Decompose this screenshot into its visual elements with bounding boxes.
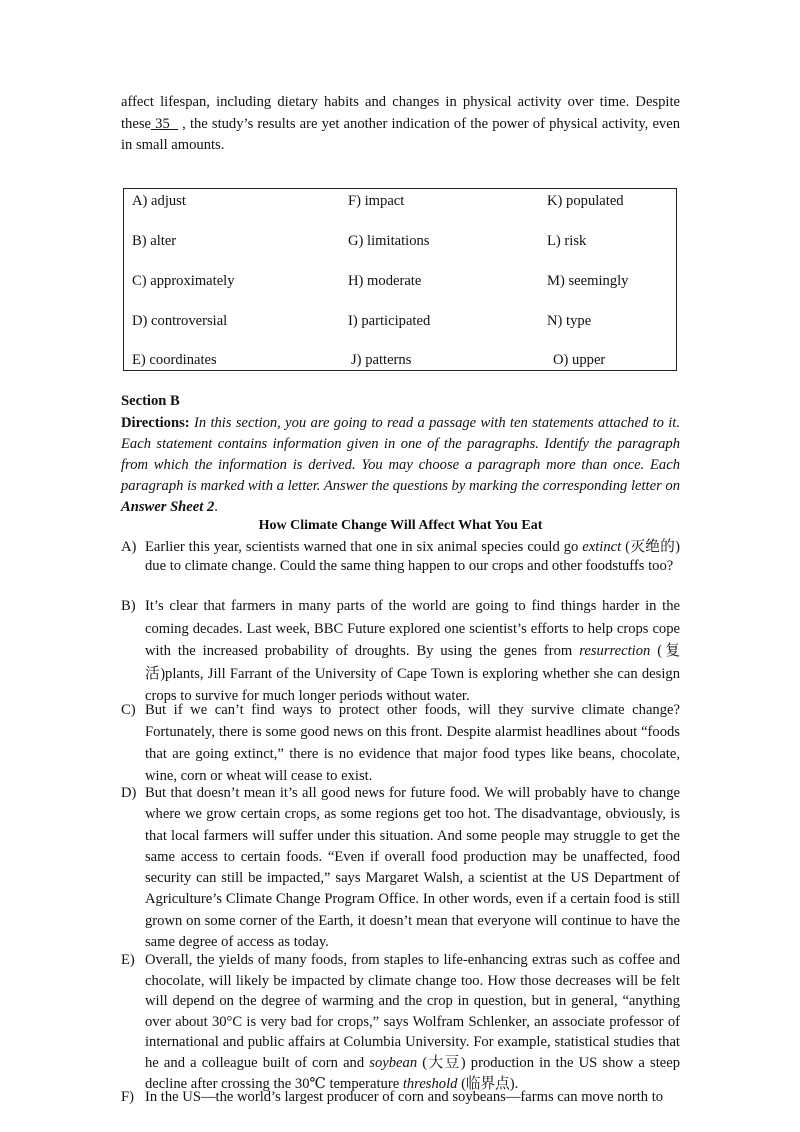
paragraph-letter: D): [121, 785, 137, 801]
word-option: G) limitations: [348, 233, 430, 249]
word-option: N) type: [547, 313, 592, 329]
answer-sheet-ref: Answer Sheet 2: [121, 499, 215, 515]
word-option: M) seemingly: [547, 273, 629, 289]
intro-paragraph: [121, 92, 680, 157]
word-option: D) controversial: [132, 313, 228, 329]
word-option: A) adjust: [132, 193, 186, 209]
paragraph-a: A) Earlier this year, scientists warned that one in six animal species could go extinct (灭绝的) due to climate change. Could the same thing happen to our crops and other foodstuffs too?: [121, 539, 680, 574]
paragraph-f: F) In the US—the world’s largest producer of corn and soybeans—farms can move north to: [121, 1089, 664, 1105]
paragraph-letter: B): [121, 598, 136, 614]
paragraph-letter: C): [121, 702, 136, 718]
paragraph-letter: A): [121, 539, 137, 555]
word-option: J) patterns: [351, 352, 412, 368]
word-bank-table: [123, 188, 677, 371]
blank-35: 35: [155, 115, 170, 132]
passage-title: How Climate Change Will Affect What You Eat: [258, 518, 543, 533]
intro-text-2: , the study’s results are yet another indication of the power of physical activity, even in small amounts.: [121, 115, 681, 153]
paragraph-c: C) But if we can’t find ways to protect other foods, will they survive climate change? Fortunately, there is some good news on this front. Despite alarmist headlines about “foods that are going extinct,” there is no evidence that major food types like beans, chocolate, wine, corn or wheat will cease to exist.: [121, 699, 680, 787]
word-option: L) risk: [547, 233, 587, 249]
word-option: E) coordinates: [132, 352, 217, 368]
word-option: I) participated: [348, 313, 431, 329]
word-option: F) impact: [348, 193, 405, 209]
paragraph-e: E) Overall, the yields of many foods, from staples to life-enhancing extras such as coffee and chocolate, will likely be impacted by climate change too. How those decreases will be felt will depend on the degree of warming and the crop in question, but in general, “anything over about 30°C is very bad for crops,” says Wolfram Schlenker, an associate professor of international and public affairs at Columbia University. For example, statistical studies that he and a colleague built of corn and soybean (大豆) production in the US show a steep decline after crossing the 30℃ temperature threshold (临界点).: [121, 952, 680, 1092]
word-option: K) populated: [547, 193, 624, 209]
paragraph-letter: E): [121, 952, 135, 968]
directions-label: Directions:: [121, 415, 190, 431]
directions-text: In this section, you are going to read a passage with ten statements attached to it. Each statement contains information given in one of the paragraphs. Identify the paragraph from which the information is derived. You may choose a paragraph more than once. Each paragraph is marked with a letter. Answer the questions by marking the corresponding letter on: [121, 415, 681, 494]
word-option: H) moderate: [348, 273, 422, 289]
paragraph-b: B) It’s clear that farmers in many parts of the world are going to find things harder in the coming decades. Last week, BBC Future explored one scientist’s efforts to help crops cope with the increased probability of droughts. By using the genes from resurrection (复活)plants, Jill Farrant of the University of Cape Town is exploring whether she can design crops to survive for much longer periods without water.: [121, 595, 680, 708]
word-option: B) alter: [132, 233, 177, 249]
word-option: O) upper: [553, 352, 606, 368]
intro-text-1: affect lifespan, including dietary habits and changes in physical activity over time. Despite these: [121, 94, 680, 132]
word-option: C) approximately: [132, 273, 235, 289]
directions: Directions: In this section, you are going to read a passage with ten statements attached to it. Each statement contains information given in one of the paragraphs. Identify the paragraph from which the information is derived. You may choose a paragraph more than once. Each paragraph is marked with a letter. Answer the questions by marking the corresponding letter on Answer Sheet 2.: [121, 415, 681, 515]
section-title: Section B: [121, 393, 180, 409]
paragraph-d: D) But that doesn’t mean it’s all good news for future food. We will probably have to change where we grow certain crops, as some regions get too hot. The disadvantage, obviously, is that local farmers will suffer under this situation. And some people may struggle to get the same access to certain foods. “Even if overall food production may be unaffected, food security can still be impacted,” says Margaret Walsh, a scientist at the US Department of Agriculture’s Climate Change Program Office. In other words, even if a certain food is still grown on some corner of the Earth, it doesn’t mean that everyone will continue to have the same degree of access as today.: [121, 785, 680, 951]
paragraph-letter: F): [121, 1089, 134, 1105]
